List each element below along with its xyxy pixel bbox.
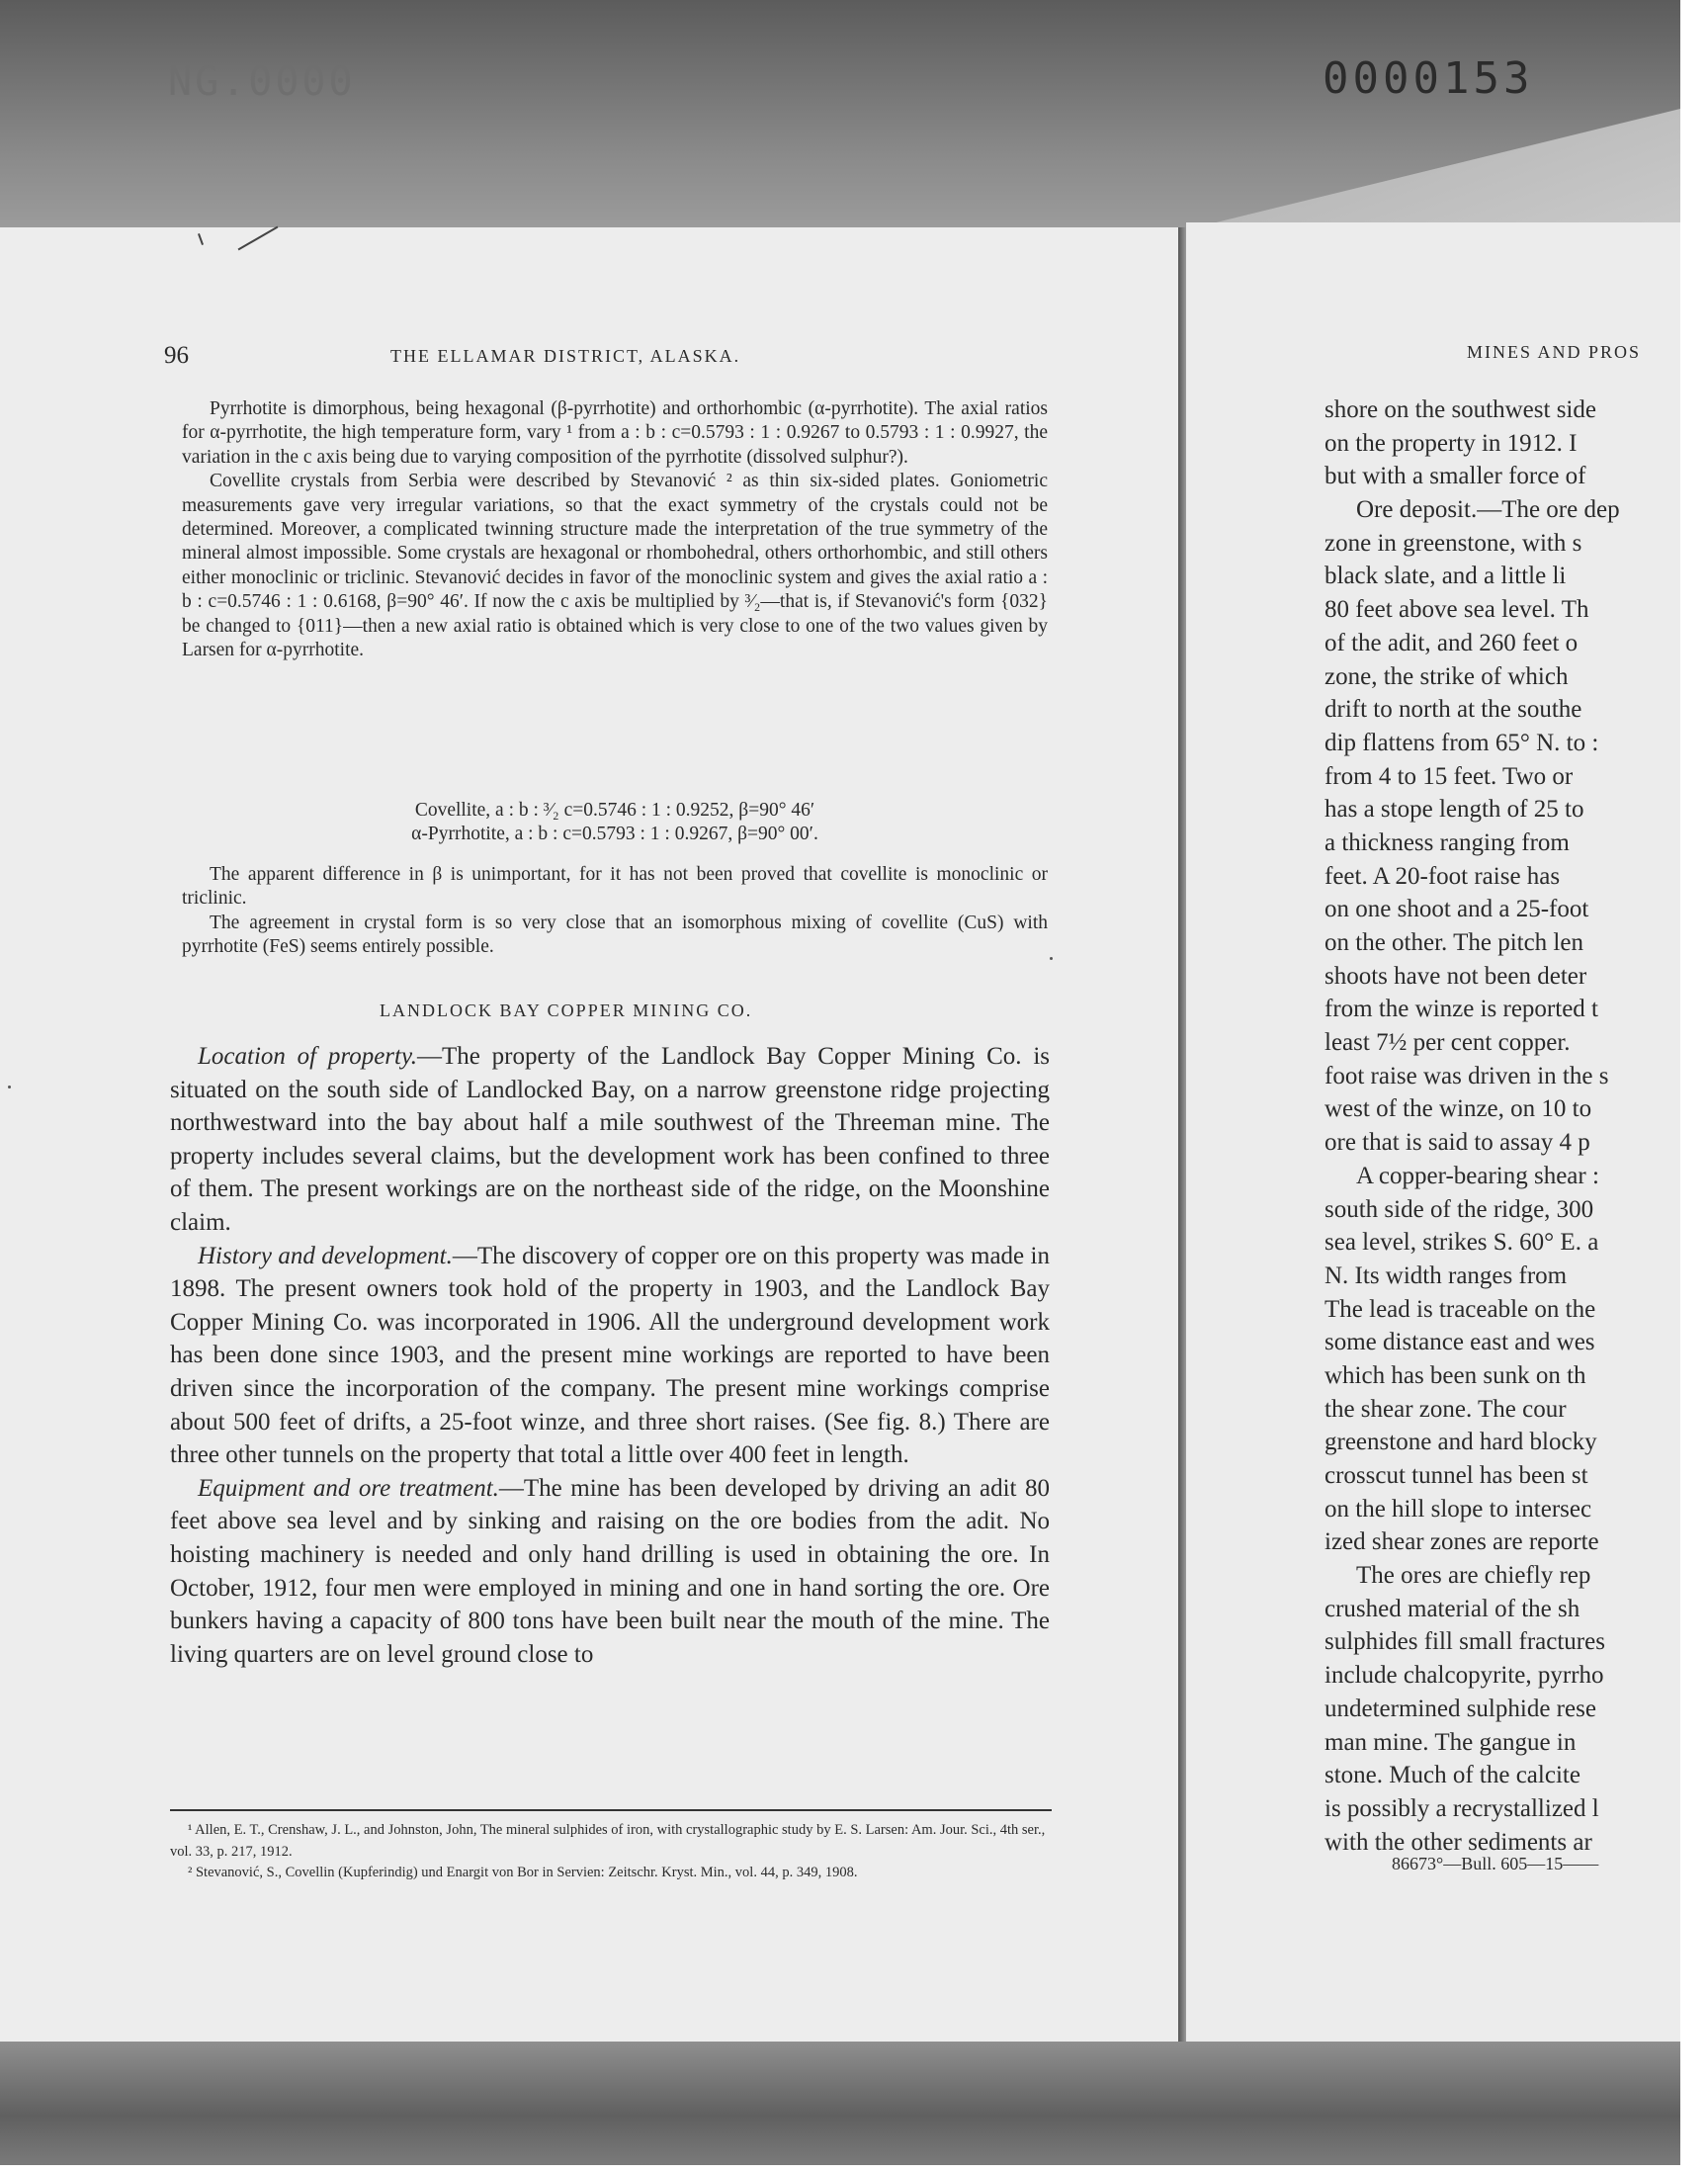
right-page-line: drift to north at the southe [1324,696,1582,724]
stamp-number: 0000153 [1323,53,1534,104]
right-running-head: MINES AND PROS [1467,342,1642,362]
right-page-line: is possibly a recrystallized l [1324,1794,1599,1822]
formula-covellite: Covellite, a : b : ³⁄₂ c=0.5746 : 1 : 0.9252, β=90° 46′ [414,800,815,821]
right-page-line: on one shoot and a 25-foot [1324,896,1589,923]
main-text-block [170,1040,1050,1671]
running-head: THE ELLAMAR DISTRICT, ALASKA. [390,346,741,366]
footnote-1: ¹ Allen, E. T., Crenshaw, J. L., and Johnston, John, The mineral sulphides of iron, with crystallographic study by E. S. Larsen: Am. Jour. Sci., 4th ser., vol. 33, p. 217, 1912. [170,1822,1046,1860]
paragraph-history [170,1240,1050,1472]
paragraph-pyrrhotite: Pyrrhotite is dimorphous, being hexagonal (β-pyrrhotite) and orthorhombic (α-pyrrhotite). The axial ratios for α-pyrrhotite, the high temperature form, vary ¹ from a : b : c=0.5793 : 1 : 0.9267 to 0.5793 : 1 : 0.9927, the variation in the c axis being due to varying composition of the pyrrhotite (dissolved sulphur?). [182,398,1048,468]
page-number: 96 [164,342,189,369]
right-page-line: zone, the strike of which [1324,662,1569,690]
right-page-line: man mine. The gangue in [1324,1728,1577,1756]
right-page-line: has a stope length of 25 to [1324,796,1584,824]
scan-speck [1050,957,1053,960]
right-page-line: but with a smaller force of [1324,463,1586,490]
right-page-line: on the hill slope to intersec [1324,1495,1592,1522]
right-page-line: N. Its width ranges from [1324,1262,1568,1289]
faded-stamp: NG.0000 [168,59,356,105]
right-page-line: with the other sediments ar [1324,1828,1592,1856]
right-page-line: sea level, strikes S. 60° E. a [1324,1229,1599,1257]
paragraph-covellite: Covellite crystals from Serbia were described by Stevanović ² as thin six-sided plates. Goniometric measurements gave very irregular variations, so that the exact symmetry of the crystals could not be determined. Moreover, a complicated twinning structure made the interpretation of the true symmetry of the mineral almost impossible. Some crystals are hexagonal or rhombohedral, others orthorhombic, and still others either monoclinic or triclinic. Stevanović decides in favor of the monoclinic system and gives the axial ratio a : b : c=0.5746 : 1 : 0.6168, β=90° 46′. If now the c axis be multiplied by ³⁄₂—that is, if Stevanović's form {032} be changed to {011}—then a new axial ratio is obtained which is very close to one of the two values given by Larsen for α-pyrrhotite. [182,471,1048,661]
bottom-scan-band [0,2042,1680,2165]
right-page-line: from 4 to 15 feet. Two or [1324,762,1574,790]
lead-location: Location of property. [198,1043,417,1070]
right-page-line: foot raise was driven in the s [1324,1062,1609,1089]
small-text-block-1 [182,397,1048,662]
paragraph-difference: The apparent difference in β is unimportant, for it has not been proved that covellite is monoclinic or triclinic. [182,864,1048,910]
section-heading: LANDLOCK BAY COPPER MINING CO. [380,1000,753,1020]
right-page-line: greenstone and hard blocky [1324,1429,1597,1456]
right-page-line: A copper-bearing shear : [1356,1162,1599,1189]
right-page-line: the shear zone. The cour [1324,1395,1567,1423]
right-page-line: a thickness ranging from [1324,828,1570,856]
right-page-line: feet. A 20-foot raise has [1324,862,1561,890]
paragraph-agreement: The agreement in crystal form is so very close that an isomorphous mixing of covellite (CuS) with pyrrhotite (FeS) seems entirely possible. [182,912,1048,958]
right-page-line: from the winze is reported t [1324,996,1598,1023]
right-page-line: include chalcopyrite, pyrrho [1324,1662,1604,1690]
right-page-line: some distance east and wes [1324,1329,1595,1356]
right-page-line: The lead is traceable on the [1324,1295,1596,1323]
paragraph-location [170,1040,1050,1240]
text-equipment: —The mine has been developed by driving an adit 80 feet above sea level and by sinking and raising on the ore bodies from the adit. No hoisting machinery is needed and only hand drilling is used in obtaining the ore. In October, 1912, four men were employed in mining and one in hand sorting the ore. Ore bunkers having a capacity of 800 tons have been built near the mouth of the mine. The living quarters are on level ground close to [170,1474,1050,1668]
right-page-line: crushed material of the sh [1324,1595,1580,1622]
right-page-line: The ores are chiefly rep [1356,1562,1591,1590]
right-page-text [1324,393,1708,1859]
book-spine [1178,227,1186,2042]
right-page-line: 80 feet above sea level. Th [1324,596,1589,624]
right-page-line: least 7½ per cent copper. [1324,1029,1571,1057]
right-page-line: zone in greenstone, with s [1324,529,1582,557]
footnote-2: ² Stevanović, S., Covellin (Kupferindig) und Enargit von Bor in Servien: Zeitschr. Kryst. Min., vol. 44, p. 349, 1908. [188,1865,858,1880]
right-page-line: west of the winze, on 10 to [1324,1095,1592,1123]
right-page-line: crosscut tunnel has been st [1324,1462,1588,1489]
right-page-line: dip flattens from 65° N. to : [1324,729,1599,756]
right-page-line: on the other. The pitch len [1324,929,1583,956]
right-page-line: undetermined sulphide rese [1324,1695,1596,1722]
scan-speck [8,1086,11,1088]
right-page-line: ore that is said to assay 4 p [1324,1129,1590,1157]
right-page-line: shoots have not been deter [1324,962,1587,990]
formula-pyrrhotite: α-Pyrrhotite, a : b : c=0.5793 : 1 : 0.9267, β=90° 00′. [411,824,818,844]
text-location: —The property of the Landlock Bay Copper Mining Co. is situated on the south side of Landlocked Bay, on a narrow greenstone ridge projecting northwestward into the bay about half a mile southwest of the Threeman mine. The property includes several claims, but the development work has been confined to three of them. The present workings are on the northeast side of the ridge, on the Moonshine claim. [170,1043,1050,1236]
lead-history: History and development. [198,1242,453,1269]
small-text-block-2 [182,863,1048,960]
right-page-line: south side of the ridge, 300 [1324,1195,1594,1223]
right-page-line: sulphides fill small fractures [1324,1628,1605,1656]
right-page-line: which has been sunk on th [1324,1361,1586,1389]
lead-equipment: Equipment and ore treatment. [198,1474,499,1502]
right-page-line: shore on the southwest side [1324,396,1596,423]
paragraph-equipment [170,1472,1050,1672]
right-page-line: black slate, and a little li [1324,563,1567,590]
right-page-line: of the adit, and 260 feet o [1324,629,1579,656]
text-history: —The discovery of copper ore on this property was made in 1898. The present owners took hold of the property in 1903, and the Landlock Bay Copper Mining Co. was incorporated in 1906. All the underground development work has been done since 1903, and the present mine workings are reported to have been driven since the incorporation of the company. The present mine workings comprise about 500 feet of drifts, a 25-foot winze, and three short raises. (See fig. 8.) There are three other tunnels on the property that total a little over 400 feet in length. [170,1242,1050,1469]
right-page-line: ized shear zones are reporte [1324,1528,1599,1556]
right-page-line: stone. Much of the calcite [1324,1762,1580,1789]
right-page-line: on the property in 1912. I [1324,429,1578,457]
footnotes [170,1820,1056,1884]
right-page-footer: 86673°—Bull. 605—15—— [1392,1854,1599,1873]
footnote-rule [170,1809,1052,1811]
right-page-line: Ore deposit.—The ore dep [1356,496,1620,524]
